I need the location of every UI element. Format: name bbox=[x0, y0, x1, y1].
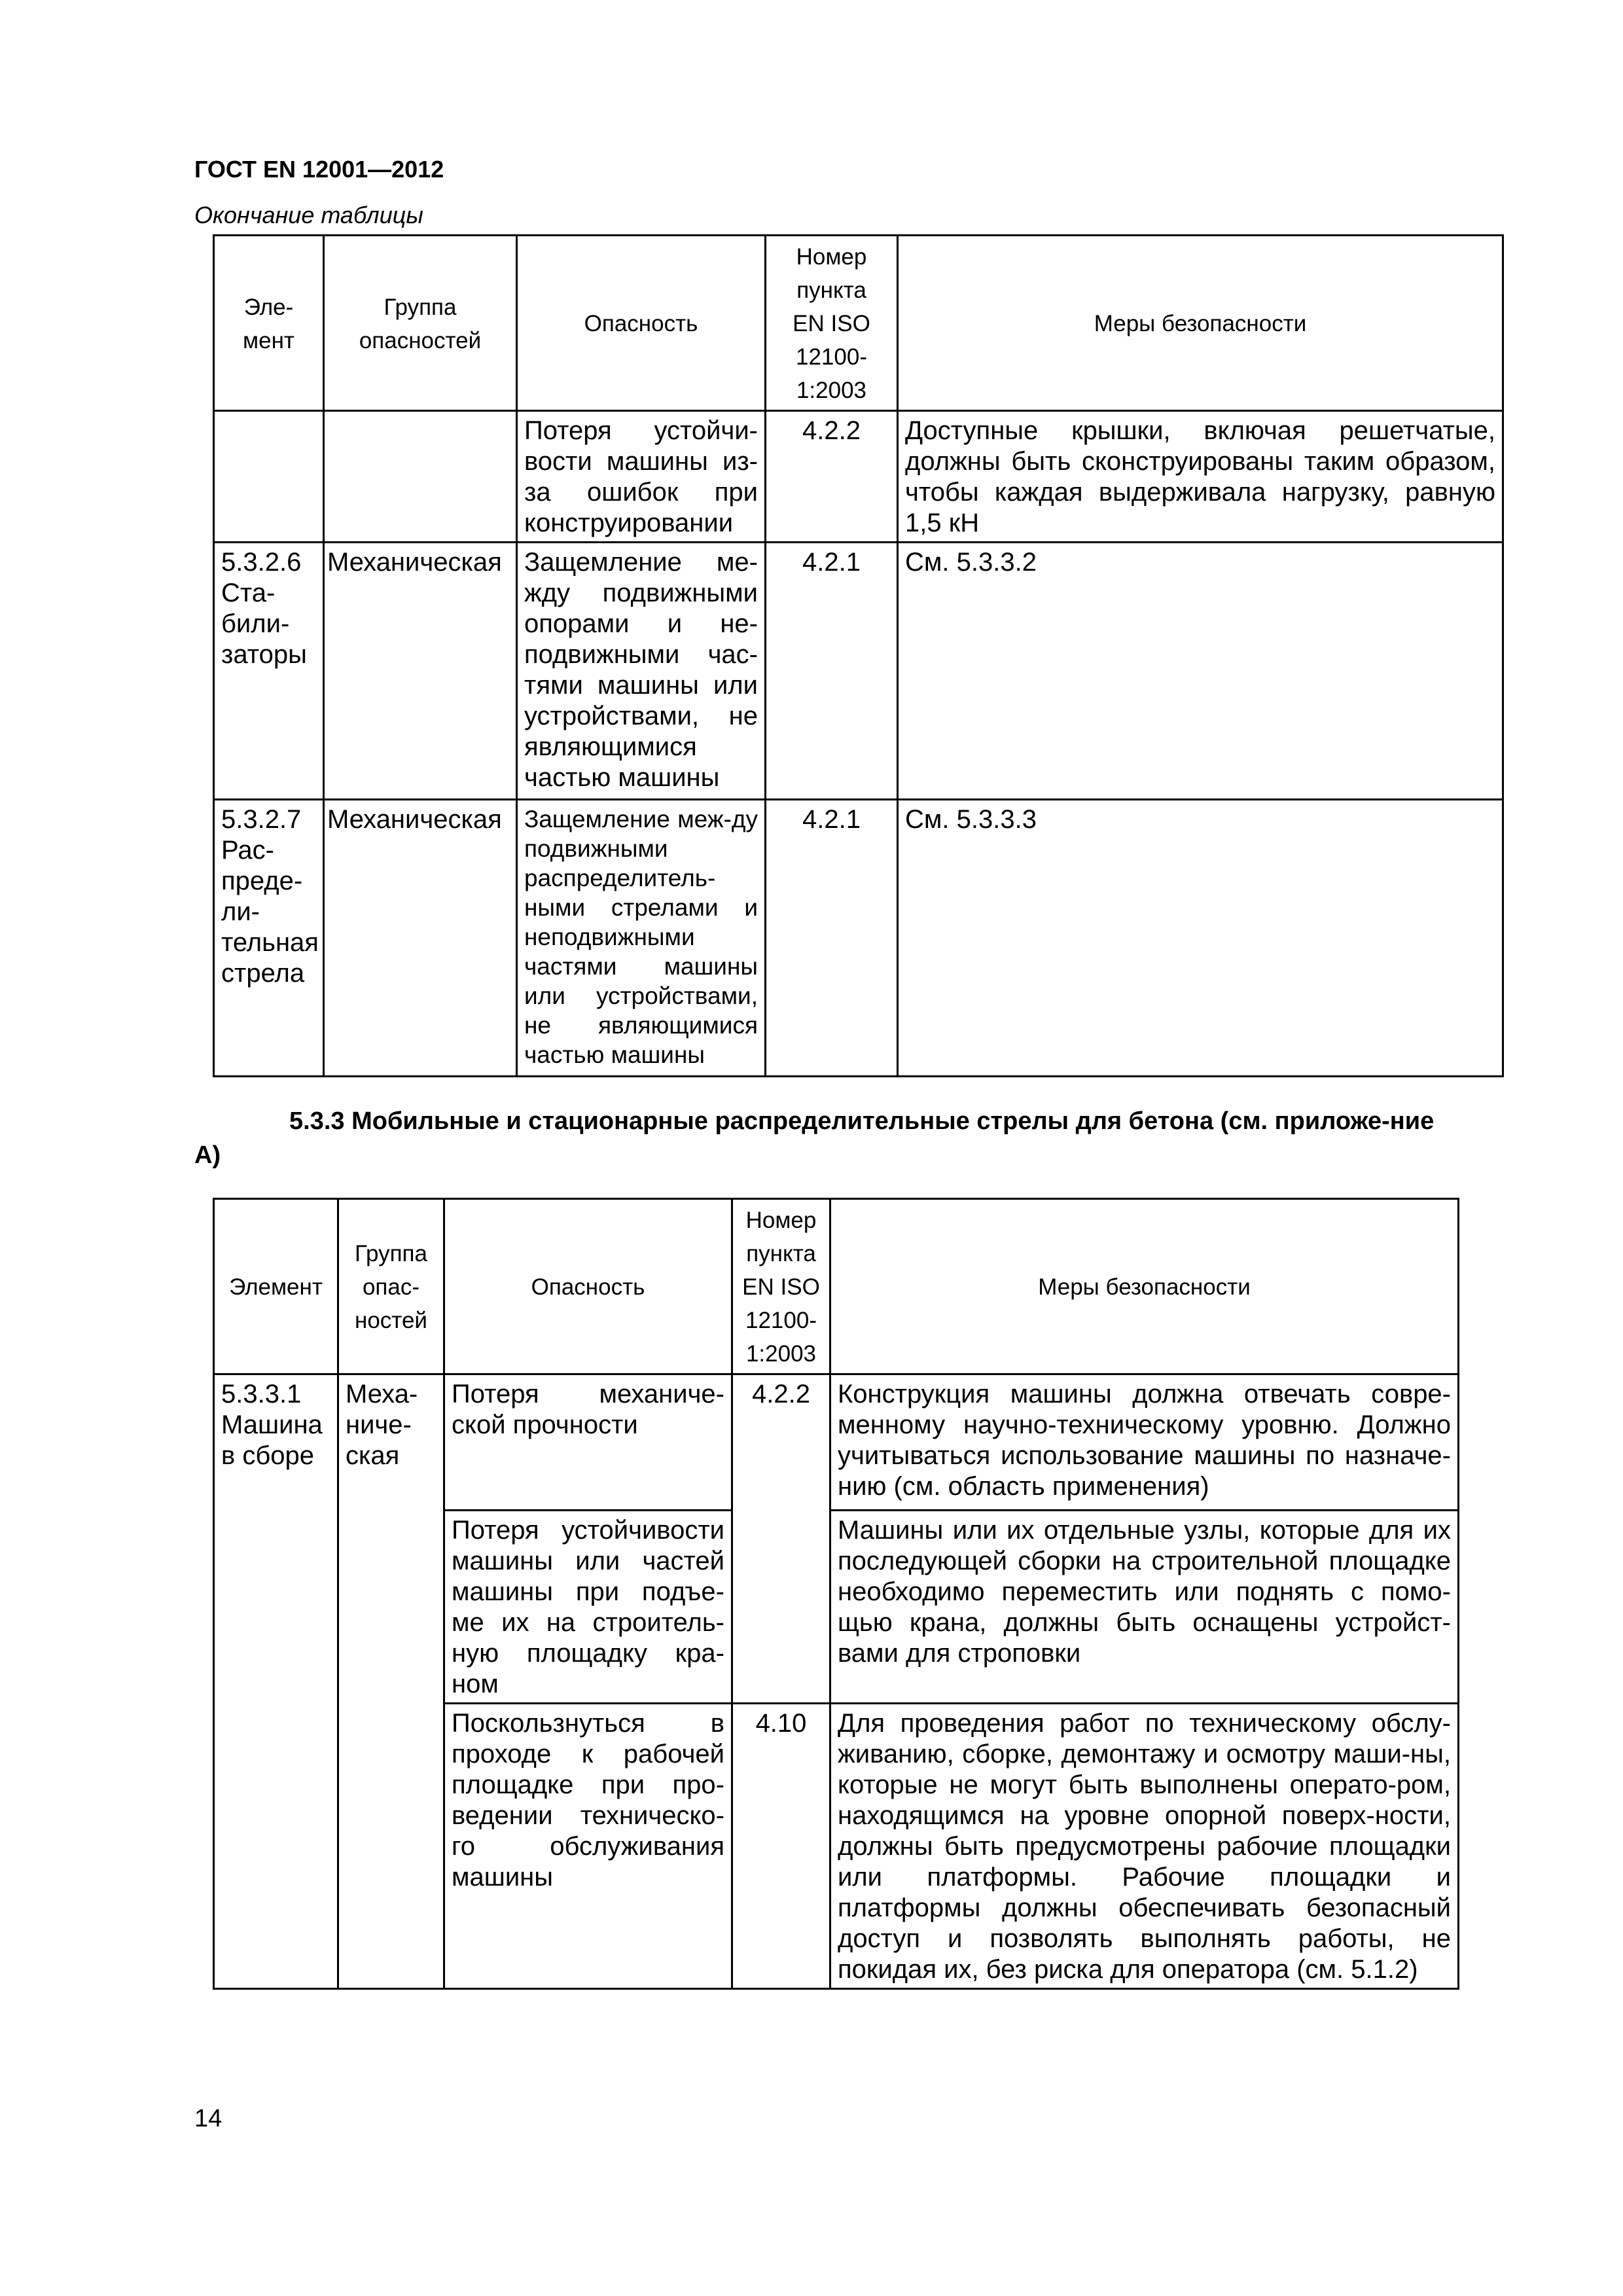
cell-group: Механическая bbox=[324, 543, 517, 800]
col-header-measures: Меры безопасности bbox=[830, 1199, 1459, 1374]
cell-hazard: Защемление ме-жду подвижными опорами и не-подвижными час-тями машины или устройствами, не являющимися частью машины bbox=[517, 543, 766, 800]
col-header-clause: Номер пункта EN ISO 12100- 1:2003 bbox=[766, 236, 898, 411]
col-header-element: Эле- мент bbox=[214, 236, 324, 411]
cell-measures: Для проведения работ по техническому обслу-живанию, сборке, демонтажу и осмотру маши-ны, которые не могут быть выполнены операто-ром, находящимся на уровне опорной поверх-ности, должны быть предусмотрены рабочие площадки или платформы. Рабочие площадки и платформы должны обеспечивать безопасный доступ и позволять выполнять работы, не покидая их, без риска для оператора (см. 5.1.2) bbox=[830, 1704, 1459, 1989]
cell-element bbox=[214, 411, 324, 543]
cell-measures: Конструкция машины должна отвечать совре-менному научно-техническому уровню. Должно учитываться использование машины по назначе-нию (см. область применения) bbox=[830, 1374, 1459, 1511]
table-row bbox=[214, 1374, 1459, 1511]
cell-element: 5.3.3.1 Машина в сборе bbox=[214, 1374, 338, 1989]
document-code: ГОСТ EN 12001—2012 bbox=[194, 156, 444, 183]
table-header-row bbox=[214, 1199, 1459, 1374]
col-header-clause: Номер пункта EN ISO 12100- 1:2003 bbox=[732, 1199, 830, 1374]
cell-clause: 4.2.1 bbox=[766, 800, 898, 1077]
col-header-group: Группа опас- ностей bbox=[338, 1199, 444, 1374]
cell-clause: 4.10 bbox=[732, 1704, 830, 1989]
cell-group bbox=[324, 411, 517, 543]
hazards-table-concrete-booms bbox=[213, 1198, 1459, 1990]
section-heading-text: 5.3.3 Мобильные и стационарные распределительные стрелы для бетона (см. приложе-ние А) bbox=[194, 1107, 1435, 1169]
cell-measures: Машины или их отдельные узлы, которые для их последующей сборки на строительной площадке необходимо переместить или поднять с помо-щью крана, должны быть оснащены устройст-вами для строповки bbox=[830, 1511, 1459, 1704]
col-header-hazard: Опасность bbox=[444, 1199, 732, 1374]
table-row bbox=[214, 411, 1503, 543]
col-header-measures: Меры безопасности bbox=[898, 236, 1503, 411]
cell-measures: Доступные крышки, включая решетчатые, должны быть сконструированы таким образом, чтобы каждая выдерживала нагрузку, равную 1,5 кН bbox=[898, 411, 1503, 543]
cell-hazard: Защемление меж-ду подвижными распределитель-ными стрелами и неподвижными частями машины или устройствами, не являющимися частью машины bbox=[517, 800, 766, 1077]
cell-element: 5.3.2.6 Ста-били-заторы bbox=[214, 543, 324, 800]
section-heading bbox=[194, 1104, 1457, 1172]
cell-group: Механическая bbox=[324, 800, 517, 1077]
table-row bbox=[214, 800, 1503, 1077]
table-continuation-caption: Окончание таблицы bbox=[194, 202, 423, 228]
table-header-row bbox=[214, 236, 1503, 411]
page-number: 14 bbox=[194, 2105, 223, 2132]
cell-measures: См. 5.3.3.2 bbox=[898, 543, 1503, 800]
cell-element: 5.3.2.7 Рас-преде-ли-тельная стрела bbox=[214, 800, 324, 1077]
cell-clause: 4.2.2 bbox=[766, 411, 898, 543]
hazards-table-continued bbox=[213, 234, 1504, 1077]
cell-clause: 4.2.1 bbox=[766, 543, 898, 800]
table-row bbox=[214, 543, 1503, 800]
cell-hazard: Потеря устойчивости машины или частей машины при подъе-ме их на строитель-ную площадку кра-ном bbox=[444, 1511, 732, 1704]
cell-hazard: Поскользнуться в проходе к рабочей площадке при про-ведении техническо-го обслуживания машины bbox=[444, 1704, 732, 1989]
col-header-group: Группа опасностей bbox=[324, 236, 517, 411]
cell-measures: См. 5.3.3.3 bbox=[898, 800, 1503, 1077]
cell-hazard: Потеря механиче-ской прочности bbox=[444, 1374, 732, 1511]
cell-clause: 4.2.2 bbox=[732, 1374, 830, 1704]
col-header-hazard: Опасность bbox=[517, 236, 766, 411]
cell-group: Меха-ниче-ская bbox=[338, 1374, 444, 1989]
col-header-element: Элемент bbox=[214, 1199, 338, 1374]
cell-hazard: Потеря устойчи-вости машины из-за ошибок при конструировании bbox=[517, 411, 766, 543]
